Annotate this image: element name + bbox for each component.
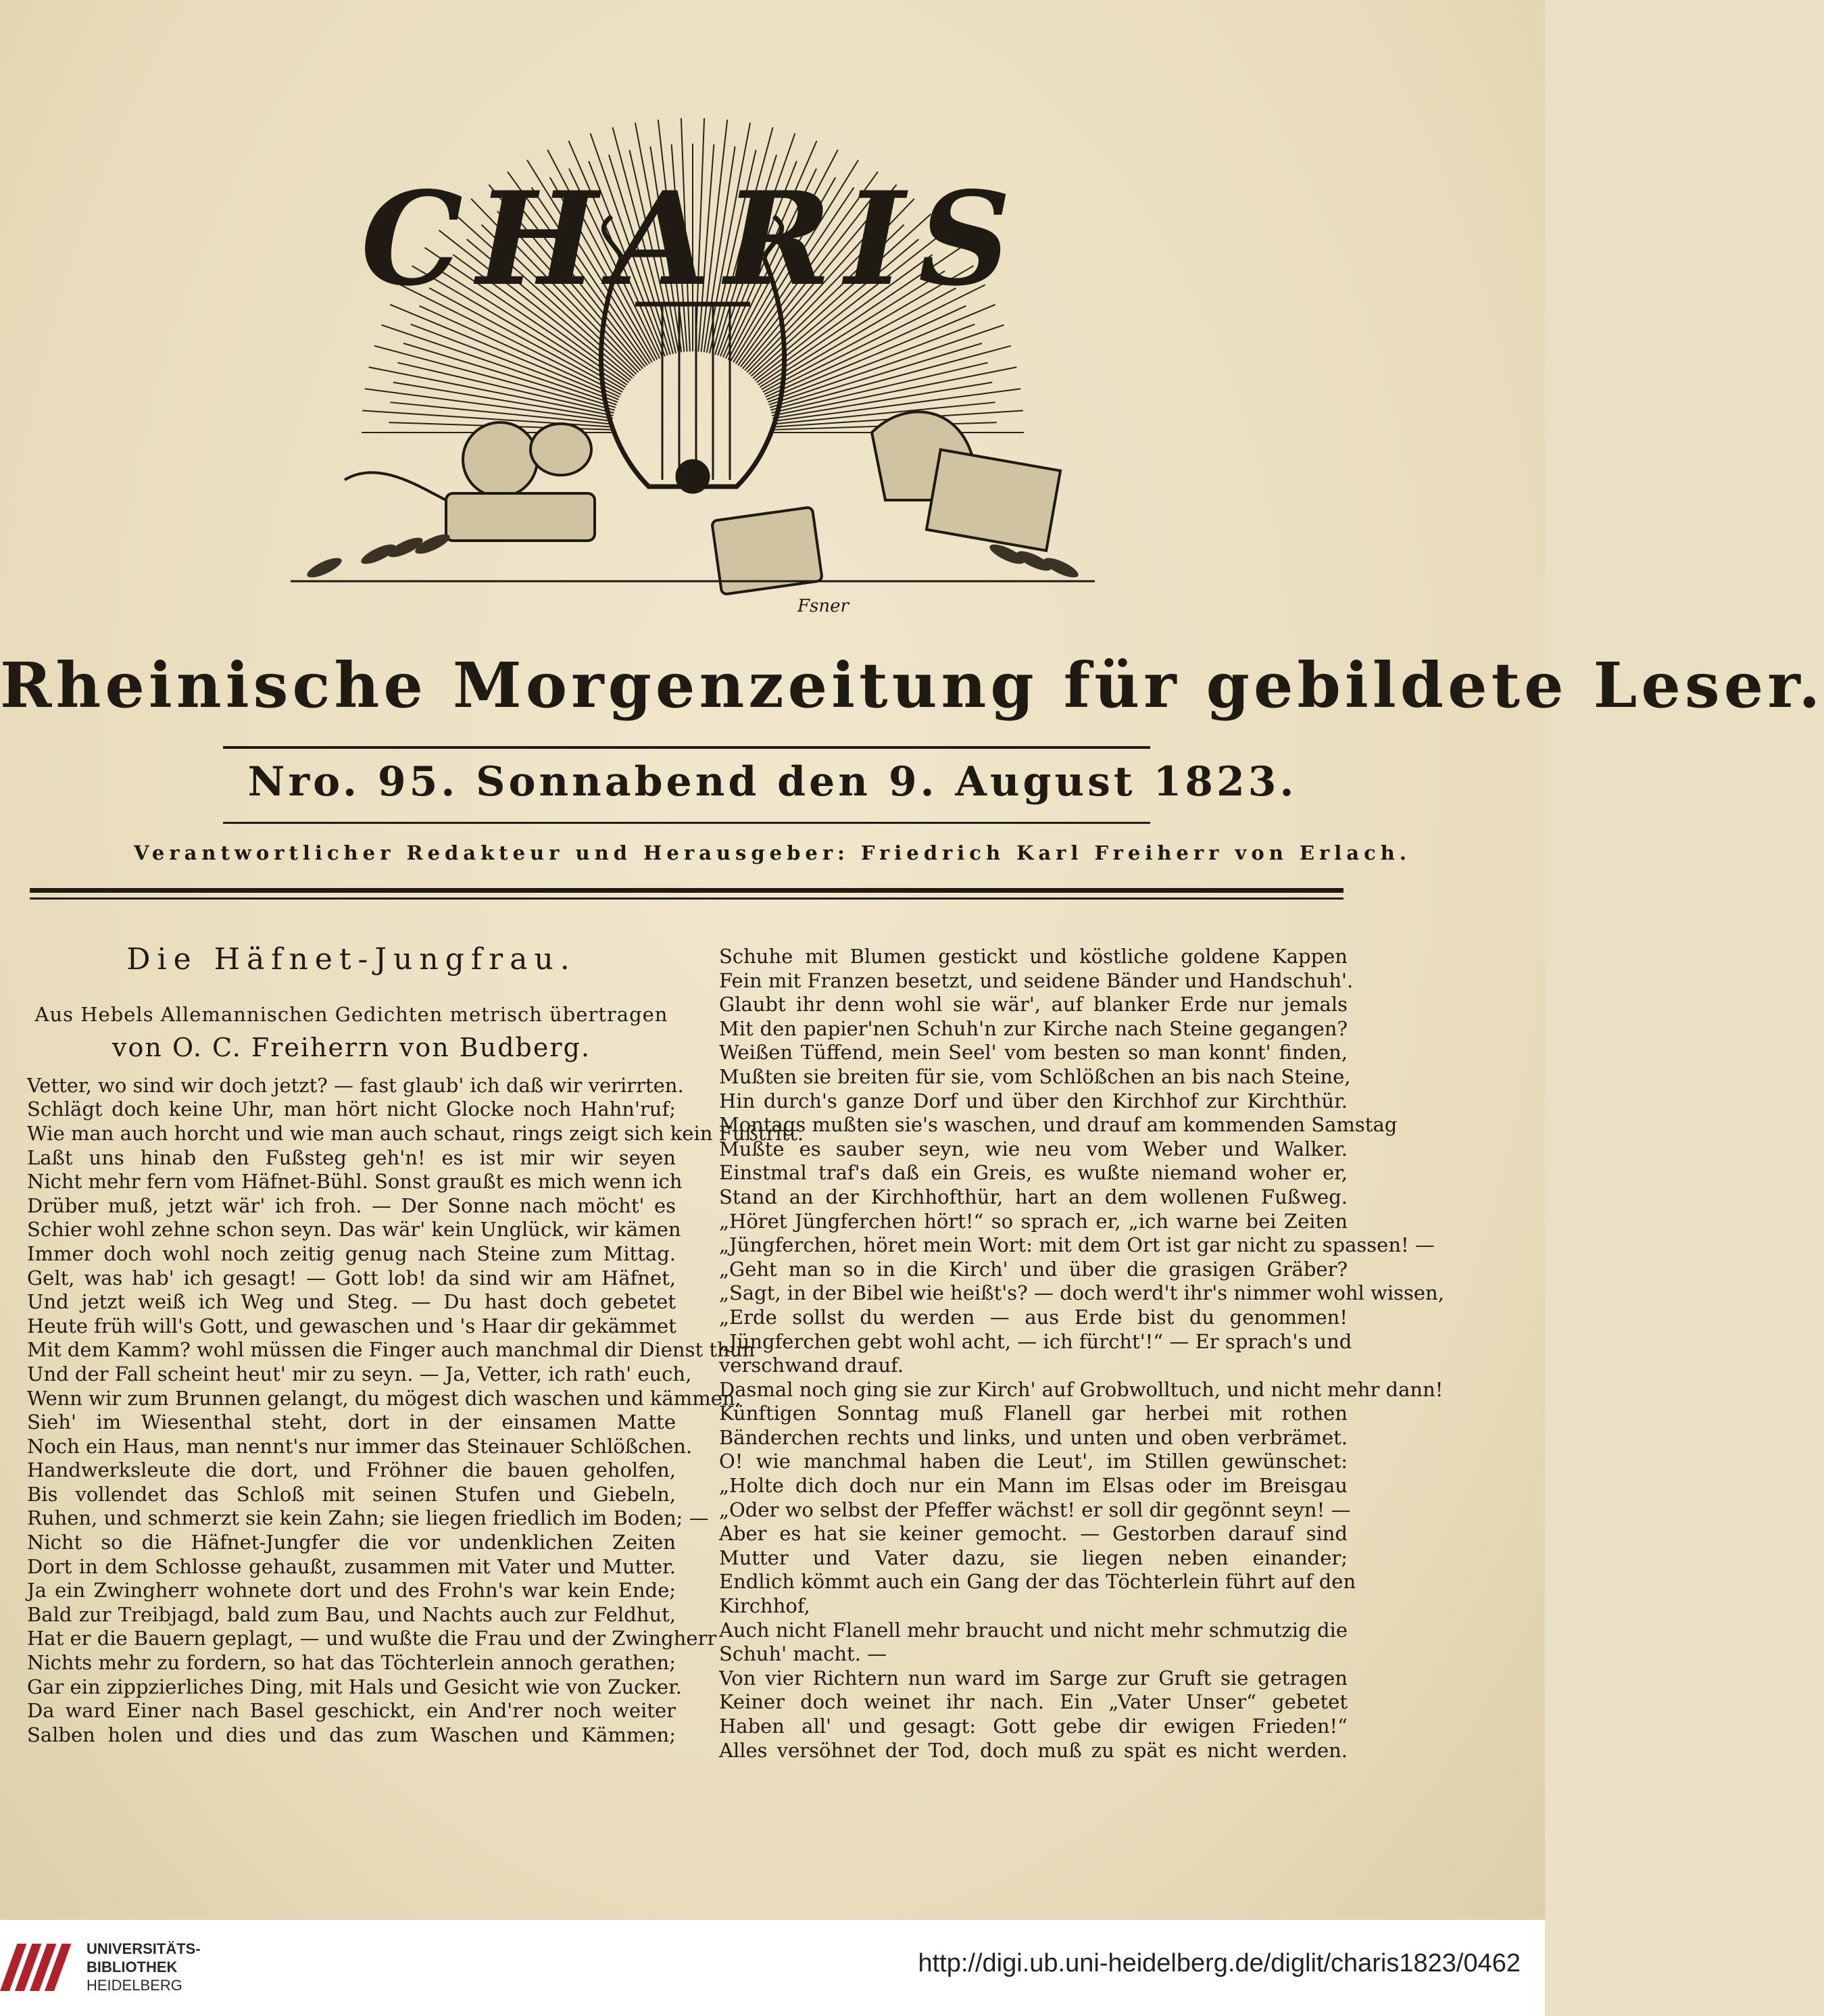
sun-ray <box>365 389 612 421</box>
library-name-line: BIBLIOTHEK <box>87 1959 178 1975</box>
poem-line: Bis vollendet das Schloß mit seinen Stufen und Giebeln, <box>27 1482 676 1506</box>
sun-ray <box>390 305 618 400</box>
poem-line: Dort in dem Schlosse gehaußt, zusammen mit Vater und Mutter. <box>27 1554 676 1578</box>
poem-line: „Jüngferchen gebt wohl acht, — ich fürcht'!“ — Er sprach's und <box>719 1329 1352 1353</box>
poem-line: Heute früh will's Gott, und gewaschen und 's Haar dir gekämmet <box>27 1314 676 1337</box>
poem-line: Noch ein Haus, man nennt's nur immer das Steinauer Schlößchen. <box>27 1434 693 1458</box>
poem-line: „Erde sollst du werden — aus Erde bist du genommen! <box>719 1305 1348 1329</box>
poem-line: Mutter und Vater dazu, sie liegen neben einander; <box>719 1546 1348 1569</box>
poem-line: Nichts mehr zu fordern, so hat das Töchterlein annoch gerathen; <box>27 1651 676 1675</box>
poem-line: Künftigen Sonntag muß Flanell gar herbei mit rothen <box>719 1402 1348 1425</box>
poem-line: „Geht man so in die Kirch' und über die grasigen Gräber? <box>719 1257 1348 1281</box>
right-column <box>719 945 1444 1763</box>
masthead-vignette <box>243 81 1142 622</box>
poem-title: Die Häfnet-Jungfrau. <box>126 942 576 977</box>
document-url-link[interactable]: http://digi.ub.uni-heidelberg.de/diglit/charis1823/0462 <box>918 1949 1521 1977</box>
poem-line: Schuhe mit Blumen gestickt und köstliche goldene Kappen <box>719 945 1348 968</box>
poem-line: Laßt uns hinab den Fußsteg geh'n! es ist mir wir seyen <box>27 1146 676 1169</box>
poem-source: Aus Hebels Allemannischen Gedichten metrisch übertragen <box>34 1002 668 1026</box>
poem-line: Montags mußten sie's waschen, und drauf am kommenden Samstag <box>719 1113 1398 1137</box>
engraver-signature: Fsner <box>797 596 849 616</box>
poem-line: Fein mit Franzen besetzt, und seidene Bänder und Handschuh'. <box>719 968 1354 992</box>
poem-line: O! wie manchmal haben die Leut', im Stillen gewünschet: <box>719 1450 1348 1473</box>
poem-line: Bald zur Treibjagd, bald zum Bau, und Nachts auch zur Feldhut, <box>27 1602 676 1626</box>
poem-line: Ja ein Zwingherr wohnete dort und des Frohn's war kein Ende; <box>27 1579 676 1602</box>
still-life-objects <box>345 412 1060 594</box>
poem-line: „Jüngferchen, höret mein Wort: mit dem Ort ist gar nicht zu spassen! — <box>719 1233 1435 1257</box>
poem-line: Gar ein zippzierliches Ding, mit Hals und Gesicht wie von Zucker. <box>27 1675 682 1698</box>
library-name-line: HEIDELBERG <box>87 1977 182 1994</box>
divider-rule <box>30 888 1344 893</box>
poem-line: Alles versöhnet der Tod, doch muß zu spät es nicht werden. <box>719 1738 1348 1762</box>
sun-ray <box>767 305 995 400</box>
poem-line: Ruhen, und schmerzt sie kein Zahn; sie liegen friedlich im Boden; — <box>27 1506 709 1530</box>
poem-line: Stand an der Kirchhofthür, hart an dem wollenen Fußweg. <box>719 1185 1348 1208</box>
poem-lines-right <box>719 945 1444 1763</box>
poem-line: Einstmal traf's daß ein Greis, es wußte niemand woher er, <box>719 1161 1348 1185</box>
poem-line: Wie man auch horcht und wie man auch schaut, rings zeigt sich kein Fußtritt. <box>27 1121 804 1145</box>
poem-line: Auch nicht Flanell mehr braucht und nicht mehr schmutzig die <box>719 1618 1348 1642</box>
poem-line: Und jetzt weiß ich Weg und Steg. — Du hast doch gebetet <box>27 1290 676 1314</box>
poem-line: verschwand drauf. <box>719 1354 904 1377</box>
poem-line: „Oder wo selbst der Pfeffer wächst! er soll dir gegönnt seyn! — <box>719 1498 1351 1521</box>
poem-line: „Holte dich doch nur ein Mann im Elsas oder im Breisgau <box>719 1474 1348 1498</box>
divider-rule <box>223 746 1150 749</box>
library-name[interactable] <box>87 1940 201 1994</box>
newspaper-title: Rheinische Morgenzeitung für gebildete Leser. <box>0 649 1824 722</box>
poem-line: Nicht mehr fern vom Häfnet-Bühl. Sonst graußt es mich wenn ich <box>27 1170 683 1194</box>
laurel-branches <box>305 531 1081 581</box>
poem-line: Wenn wir zum Brunnen gelangt, du mögest dich waschen und kämmen. <box>27 1386 741 1410</box>
poem-line: Dasmal noch ging sie zur Kirch' auf Grobwolltuch, und nicht mehr dann! <box>719 1377 1444 1401</box>
poem-line: Schier wohl zehne schon seyn. Das wär' kein Unglück, wir kämen <box>27 1218 681 1241</box>
poem-line: Endlich kömmt auch ein Gang der das Töchterlein führt auf den <box>719 1570 1356 1594</box>
poem-line: Kirchhof, <box>719 1594 810 1618</box>
poem-line: Haben all' und gesagt: Gott gebe dir ewigen Frieden!“ <box>719 1715 1348 1738</box>
poem-line: Mußten sie breiten für sie, vom Schlößchen an bis nach Steine, <box>719 1064 1351 1088</box>
poem-line: Weißen Tüffend, mein Seel' vom besten so man konnt' finden, <box>719 1041 1348 1064</box>
poem-line: Drüber muß, jetzt wär' ich froh. — Der Sonne nach möcht' es <box>27 1194 676 1217</box>
editor-line: Verantwortlicher Redakteur und Herausgeber: Friedrich Karl Freiherr von Erlach. <box>134 841 1411 864</box>
poem-line: Handwerksleute die dort, und Fröhner die bauen geholfen, <box>27 1458 676 1482</box>
poem-line: Keiner doch weinet ihr nach. Ein „Vater Unser“ gebetet <box>719 1690 1348 1714</box>
poem-line: Mußte es sauber seyn, wie neu vom Weber und Walker. <box>719 1137 1348 1160</box>
poem-line: Salben holen und dies und das zum Waschen und Kämmen; <box>27 1723 676 1746</box>
divider-rule <box>223 822 1150 824</box>
poem-line: Und der Fall scheint heut' mir zu seyn. — Ja, Vetter, ich rath' euch, <box>27 1362 692 1385</box>
poem-line: „Sagt, in der Bibel wie heißt's? — doch werd't ihr's nimmer wohl wissen, <box>719 1281 1444 1305</box>
poem-line: Nicht so die Häfnet-Jungfer die vor undenklichen Zeiten <box>27 1531 676 1554</box>
poem-line: Sieh' im Wiesenthal steht, dort in der einsamen Matte <box>27 1410 676 1434</box>
poem-line: Vetter, wo sind wir doch jetzt? — fast glaub' ich daß wir verirrten. <box>27 1073 684 1097</box>
poem-author: von O. C. Freiherrn von Budberg. <box>112 1033 591 1063</box>
poem-line: Schuh' macht. — <box>719 1642 887 1666</box>
poem-line: Glaubt ihr denn wohl sie wär', auf blanker Erde nur jemals <box>719 993 1348 1016</box>
poem-line: Mit dem Kamm? wohl müssen die Finger auch manchmal dir Dienst thun <box>27 1338 756 1362</box>
poem-line: Bänderchen rechts und links, und unten und oben verbrämet. <box>719 1425 1348 1449</box>
poem-line: Hat er die Bauern geplagt, — und wußte die Frau und der Zwingherr <box>27 1627 717 1650</box>
poem-line: Hin durch's ganze Dorf und über den Kirchhof zur Kirchthür. <box>719 1089 1348 1112</box>
library-name-line: UNIVERSITÄTS- <box>87 1940 201 1957</box>
issue-line: Nro. 95. Sonnabend den 9. August 1823. <box>247 758 1298 806</box>
vignette-title-word: CHARIS <box>360 164 1025 314</box>
poem-line: Gelt, was hab' ich gesagt! — Gott lob! da sind wir am Häfnet, <box>27 1266 676 1289</box>
divider-rule <box>30 898 1344 900</box>
poem-line: „Höret Jüngferchen hört!“ so sprach er, „ich warne bei Zeiten <box>719 1209 1348 1233</box>
library-logo-icon[interactable] <box>15 1932 82 1999</box>
poem-line: Aber es hat sie keiner gemocht. — Gestorben darauf sind <box>719 1522 1348 1546</box>
poem-line: Schlägt doch keine Uhr, man hört nicht Glocke noch Hahn'ruf; <box>27 1098 676 1121</box>
poem-line: Immer doch wohl noch zeitig genug nach Steine zum Mittag. <box>27 1241 676 1265</box>
poem-line: Von vier Richtern nun ward im Sarge zur Gruft sie getragen <box>719 1666 1348 1690</box>
poem-line: Mit den papier'nen Schuh'n zur Kirche nach Steine gegangen? <box>719 1016 1348 1040</box>
poem-line: Da ward Einer nach Basel geschickt, ein And'rer noch weiter <box>27 1699 676 1723</box>
